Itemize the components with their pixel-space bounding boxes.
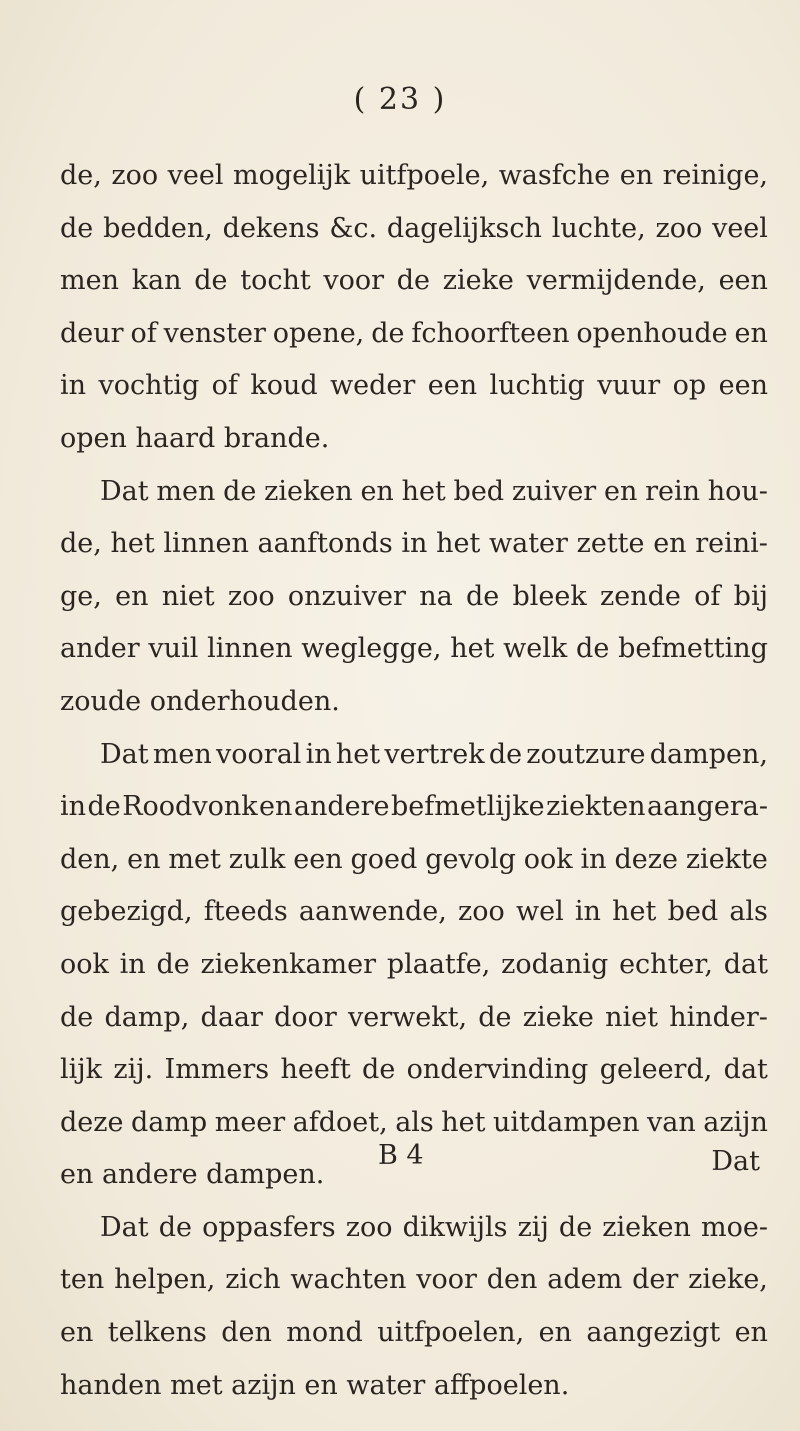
word: en	[259, 791, 293, 823]
word: openhoude	[576, 317, 728, 349]
word: azijn	[703, 1106, 768, 1138]
word: verwekt,	[348, 1001, 468, 1033]
text-line	[60, 466, 768, 519]
word: dekens	[222, 212, 320, 244]
word: dat	[723, 1054, 768, 1086]
word: de	[156, 948, 190, 980]
word: bij	[733, 580, 768, 612]
word: zende	[600, 580, 681, 612]
text-line	[60, 729, 768, 782]
word: koud	[250, 370, 318, 402]
word: dampen,	[649, 738, 768, 770]
word: voor	[416, 1264, 477, 1296]
word: na	[419, 580, 453, 612]
text-line	[60, 939, 768, 992]
text-line	[60, 1360, 768, 1413]
text-line	[60, 150, 768, 203]
word: ge,	[60, 580, 102, 612]
word: aanwende,	[298, 896, 447, 928]
word: weglegge,	[301, 633, 442, 665]
word: bedden,	[103, 212, 213, 244]
word: vermijdende,	[526, 265, 706, 297]
body-text	[60, 150, 768, 1412]
word: de	[488, 738, 523, 770]
word: dat	[723, 948, 768, 980]
word: luchte,	[551, 212, 646, 244]
word: fchoorfteen	[411, 317, 570, 349]
text-line-content: en andere dampen.	[60, 1159, 325, 1191]
word: zuiver	[511, 475, 597, 507]
word: zieke	[522, 1001, 594, 1033]
word: kan	[131, 265, 182, 297]
text-line	[60, 255, 768, 308]
text-line	[60, 518, 768, 571]
word: en	[619, 160, 654, 191]
word: en	[538, 1317, 572, 1349]
word: de	[194, 265, 228, 297]
word: als	[729, 896, 768, 928]
word: in	[580, 843, 607, 875]
word: het	[110, 528, 155, 560]
word: fteeds	[203, 896, 288, 928]
text-line-content: open haard brande.	[60, 422, 330, 454]
word: zette	[576, 528, 645, 560]
word: wachten	[290, 1264, 407, 1296]
word: de	[60, 1001, 94, 1033]
word: water	[489, 528, 568, 560]
word: Dat	[100, 1211, 149, 1243]
word: oppasfers	[202, 1211, 336, 1243]
word: zich	[225, 1264, 281, 1296]
text-line	[60, 834, 768, 887]
text-line	[60, 203, 768, 256]
word: aangezigt	[586, 1317, 721, 1349]
word: men	[156, 475, 216, 507]
word: veel	[167, 160, 224, 191]
word: zodanig	[501, 948, 609, 980]
word: men	[60, 265, 119, 297]
word: vuil	[148, 633, 199, 665]
word: het	[441, 1106, 486, 1138]
page-number-header: ( 23 )	[353, 82, 447, 117]
word: ook	[60, 948, 109, 980]
word: de,	[60, 528, 102, 560]
word: en	[734, 1317, 768, 1349]
text-line-content: handen met azijn en water affpoelen.	[60, 1369, 570, 1401]
word: &c.	[329, 212, 378, 244]
word: reinige,	[662, 160, 768, 191]
word: onzuiver	[287, 580, 406, 612]
word: zoutzure	[526, 738, 646, 770]
word: wasfche	[498, 160, 611, 191]
word: ander	[60, 633, 140, 665]
word: een	[427, 370, 478, 402]
word: of	[694, 580, 721, 612]
word: vuur	[597, 370, 661, 402]
word: vochtig	[98, 370, 200, 402]
word: zieke,	[688, 1264, 768, 1296]
word: rein	[645, 475, 701, 507]
word: de	[558, 1211, 593, 1243]
word: Dat	[100, 738, 149, 770]
word: mond	[286, 1317, 363, 1349]
text-line	[60, 360, 768, 413]
word: zoo	[655, 212, 703, 244]
word: hou-	[707, 475, 768, 507]
word: de	[478, 1001, 512, 1033]
word: bed	[667, 896, 719, 928]
word: en	[60, 1317, 94, 1349]
word: goed	[350, 843, 418, 875]
word: Roodvonk	[122, 791, 258, 823]
word: ziekten	[546, 791, 646, 823]
word: vooral	[216, 738, 302, 770]
word: den,	[60, 843, 120, 875]
word: linnen	[207, 633, 293, 665]
word: in	[401, 528, 428, 560]
word: bed	[453, 475, 505, 507]
word: deze	[60, 1106, 124, 1138]
word: en	[360, 475, 394, 507]
word: luchtig	[489, 370, 585, 402]
word: van	[646, 1106, 696, 1138]
word: andere	[293, 791, 390, 823]
word: en	[127, 843, 161, 875]
word: wel	[515, 896, 564, 928]
word: plaatfe,	[386, 948, 491, 980]
word: of	[211, 370, 238, 402]
word: uitfpoelen,	[377, 1317, 525, 1349]
word: aangera-	[646, 791, 768, 823]
word: zoo	[111, 160, 159, 191]
word: in	[305, 738, 332, 770]
word: ook	[523, 843, 573, 875]
word: ondervinding	[406, 1054, 589, 1086]
word: de	[465, 580, 500, 612]
word: en	[734, 317, 768, 349]
word: reini-	[695, 528, 768, 560]
word: deze	[614, 843, 678, 875]
word: daar	[200, 1001, 263, 1033]
word: uitdampen	[492, 1106, 640, 1138]
text-line	[60, 1044, 768, 1097]
word: dagelijksch	[386, 212, 542, 244]
word: een	[718, 370, 768, 402]
word: bleek	[512, 580, 587, 612]
text-line	[60, 1307, 768, 1360]
signature-mark: B 4	[378, 1140, 424, 1171]
word: en	[115, 580, 149, 612]
word: zieke	[442, 265, 514, 297]
word: de,	[60, 160, 102, 191]
word: en	[603, 475, 638, 507]
word: zij.	[113, 1054, 154, 1086]
word: heeft	[280, 1054, 351, 1086]
word: zieken	[264, 475, 353, 507]
text-line	[60, 886, 768, 939]
word: telkens	[107, 1317, 207, 1349]
text-line	[60, 571, 768, 624]
word: niet	[161, 580, 215, 612]
word: befmetting	[618, 633, 768, 665]
word: Immers	[164, 1054, 270, 1086]
word: de	[223, 475, 257, 507]
text-line	[60, 413, 768, 466]
word: een	[718, 265, 768, 297]
word: in	[119, 948, 146, 980]
word: lijk	[60, 1054, 103, 1086]
word: of	[130, 317, 157, 349]
word: zieken	[602, 1211, 691, 1243]
page-footer	[0, 1140, 800, 1180]
word: meer	[214, 1106, 286, 1138]
word: uitfpoele,	[359, 160, 490, 191]
word: mogelijk	[232, 160, 351, 191]
word: damp	[130, 1106, 208, 1138]
word: de	[87, 791, 121, 823]
word: door	[274, 1001, 337, 1033]
word: ziekte	[685, 843, 768, 875]
word: de	[60, 212, 94, 244]
word: venster	[163, 317, 266, 349]
text-line	[60, 676, 768, 729]
word: het	[612, 896, 657, 928]
word: de	[576, 633, 610, 665]
word: het	[436, 528, 481, 560]
word: adem	[547, 1264, 623, 1296]
word: weder	[330, 370, 416, 402]
word: zulk	[228, 843, 286, 875]
word: met	[168, 843, 221, 875]
word: de	[371, 317, 405, 349]
word: der	[632, 1264, 679, 1296]
word: geleerd,	[599, 1054, 713, 1086]
word: dikwijls	[402, 1211, 508, 1243]
word: vertrek	[384, 738, 485, 770]
word: welk	[503, 633, 568, 665]
word: zoo	[458, 896, 505, 928]
word: helpen,	[114, 1264, 216, 1296]
word: op	[672, 370, 707, 402]
word: ziekenkamer	[200, 948, 377, 980]
word: de	[396, 265, 431, 297]
word: befmetlijke	[390, 791, 545, 823]
word: men	[152, 738, 212, 770]
word: zij	[517, 1211, 549, 1243]
word: hinder-	[669, 1001, 768, 1033]
word: niet	[605, 1001, 658, 1033]
word: afdoet,	[292, 1106, 388, 1138]
word: de	[158, 1211, 192, 1243]
word: Dat	[100, 475, 149, 507]
word: zoo	[345, 1211, 393, 1243]
catchword: Dat	[711, 1146, 760, 1177]
word: het	[401, 475, 446, 507]
word: in	[60, 370, 87, 402]
word: gevolg	[425, 843, 516, 875]
text-line	[60, 1254, 768, 1307]
text-line	[60, 992, 768, 1045]
word: voor	[323, 265, 385, 297]
word: den	[221, 1317, 272, 1349]
word: een	[293, 843, 343, 875]
word: damp,	[104, 1001, 190, 1033]
word: tocht	[240, 265, 311, 297]
text-line	[60, 623, 768, 676]
word: zoo	[227, 580, 275, 612]
text-line	[60, 781, 768, 834]
word: linnen	[163, 528, 249, 560]
word: het	[450, 633, 495, 665]
word: opene,	[272, 317, 365, 349]
word: aanftonds	[257, 528, 393, 560]
word: echter,	[619, 948, 713, 980]
text-line-content: zoude onderhouden.	[60, 685, 340, 717]
word: veel	[712, 212, 768, 244]
text-line	[60, 308, 768, 361]
word: en	[653, 528, 687, 560]
word: in	[574, 896, 601, 928]
word: gebezigd,	[60, 896, 193, 928]
word: ten	[60, 1264, 105, 1296]
word: als	[395, 1106, 434, 1138]
word: in	[60, 791, 87, 823]
word: moe-	[700, 1211, 768, 1243]
word: den	[486, 1264, 538, 1296]
word: deur	[60, 317, 124, 349]
text-line	[60, 1202, 768, 1255]
word: het	[335, 738, 381, 770]
word: de	[362, 1054, 396, 1086]
